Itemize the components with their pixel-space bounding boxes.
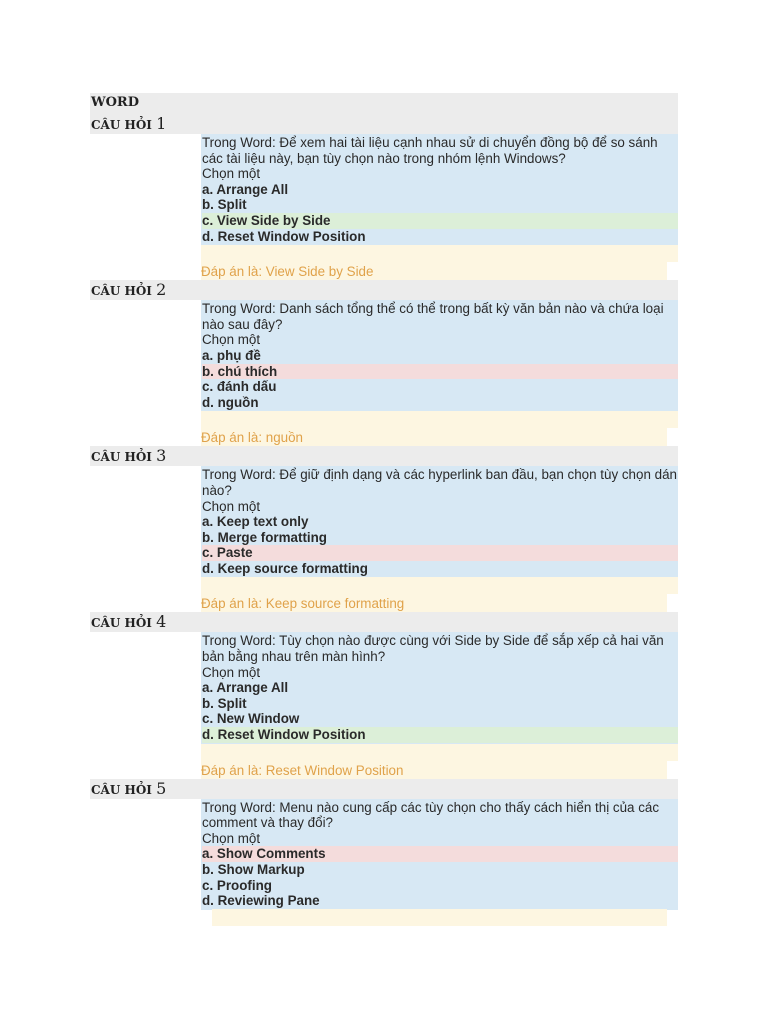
answer-value: View Side by Side (265, 264, 374, 280)
choose-label: Chọn một (202, 166, 261, 182)
answer-text (201, 430, 303, 445)
question-text: Trong Word: Tùy chọn nào được cùng với Side by Side để sắp xếp cả hai văn bản bằng nhau trên màn hình? (202, 633, 664, 665)
question-number: 4 (156, 612, 167, 632)
answer-option[interactable]: b. Split (202, 197, 247, 213)
question-text: Trong Word: Để giữ định dạng và các hyperlink ban đầu, bạn chọn tùy chọn dán nào? (202, 467, 677, 498)
question-prefix: CÂU HỎI (91, 782, 152, 797)
answer-spacer (667, 744, 678, 761)
question-prefix: CÂU HỎI (91, 284, 152, 299)
answer-option[interactable]: c. đánh dấu (202, 379, 277, 395)
question-heading (90, 114, 678, 134)
answer-option[interactable]: d. Reset Window Position (202, 727, 678, 743)
answer-option[interactable]: b. Show Markup (202, 862, 305, 877)
question-number: 3 (156, 446, 167, 466)
question-body (201, 799, 678, 910)
question-heading (90, 446, 678, 466)
document (90, 93, 678, 910)
answer-option[interactable]: a. Keep text only (202, 514, 309, 530)
question-list (90, 114, 678, 910)
question-body (201, 300, 678, 411)
choose-label: Chọn một (202, 664, 261, 680)
question-text: Trong Word: Menu nào cung cấp các tùy chọn cho thấy cách hiển thị của các comment và thay đổi? (202, 799, 660, 831)
document-title: WORD (90, 93, 678, 114)
question-number: 2 (156, 280, 167, 300)
answer-option[interactable]: b. chú thích (202, 364, 678, 380)
answer-option[interactable]: b. Merge formatting (202, 529, 327, 545)
answer-option[interactable]: c. Paste (202, 545, 678, 561)
answer-option[interactable]: a. Arrange All (202, 181, 289, 197)
answer-block (201, 744, 667, 779)
answer-option[interactable]: a. Arrange All (202, 680, 289, 696)
question-number: 1 (156, 114, 167, 133)
answer-placeholder-bar (212, 909, 667, 926)
answer-prefix: Đáp án là: (201, 430, 266, 446)
answer-option[interactable]: d. Reviewing Pane (202, 893, 320, 909)
answer-block (201, 411, 667, 446)
question-text: Trong Word: Danh sách tổng thể có thể trong bất kỳ văn bản nào và chứa loại nào sau đây? (202, 301, 664, 332)
answer-option[interactable]: a. Show Comments (202, 846, 678, 862)
question-prefix: CÂU HỎI (91, 450, 152, 465)
answer-option[interactable]: a. phụ đề (202, 347, 261, 363)
answer-prefix: Đáp án là: (201, 596, 266, 612)
question-body (201, 632, 678, 743)
answer-text (201, 264, 373, 279)
answer-spacer (667, 245, 678, 262)
answer-prefix: Đáp án là: (201, 264, 266, 280)
answer-option[interactable]: c. Proofing (202, 877, 272, 893)
answer-option[interactable]: d. nguồn (202, 394, 259, 410)
answer-block (201, 245, 667, 280)
answer-spacer (667, 577, 678, 594)
choose-label: Chọn một (202, 830, 261, 846)
answer-option[interactable]: d. Keep source formatting (202, 560, 368, 576)
question-body (201, 134, 678, 245)
question-prefix: CÂU HỎI (91, 616, 152, 631)
answer-value: nguồn (265, 430, 304, 446)
question-body (201, 466, 678, 577)
answer-value: Keep source formatting (265, 596, 405, 612)
answer-option[interactable]: c. View Side by Side (202, 213, 678, 229)
question-number: 5 (156, 778, 167, 798)
answer-text (201, 596, 404, 611)
answer-spacer (667, 411, 678, 428)
answer-value: Reset Window Position (265, 762, 404, 778)
answer-prefix: Đáp án là: (201, 762, 266, 778)
choose-label: Chọn một (202, 332, 261, 348)
answer-option[interactable]: b. Split (202, 695, 247, 711)
question-heading (90, 779, 678, 799)
answer-block (201, 577, 667, 612)
question-prefix: CÂU HỎI (91, 118, 152, 132)
question-text: Trong Word: Để xem hai tài liệu cạnh nhau sử di chuyển đồng bộ để so sánh các tài liệu này, bạn tùy chọn nào trong nhóm lệnh Windows? (202, 135, 658, 166)
question-heading (90, 612, 678, 632)
answer-option[interactable]: c. New Window (202, 711, 300, 727)
answer-option[interactable]: d. Reset Window Position (202, 228, 366, 244)
question-heading (90, 280, 678, 300)
answer-text (201, 763, 403, 778)
choose-label: Chọn một (202, 498, 261, 514)
